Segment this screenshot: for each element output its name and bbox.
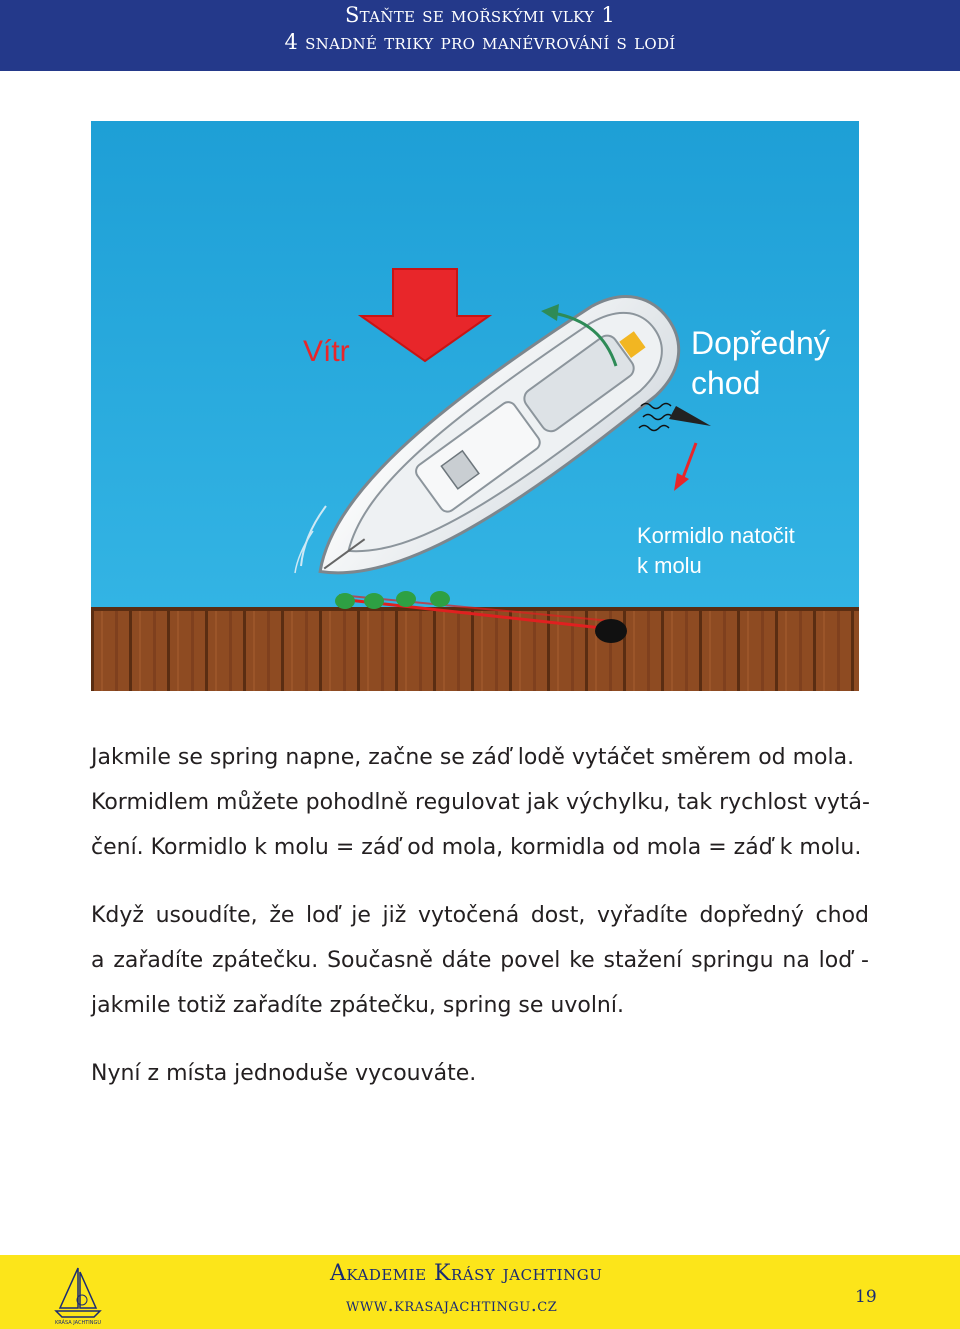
page-footer <box>0 1255 960 1329</box>
svg-text:KRÁSA JACHTINGU: KRÁSA JACHTINGU <box>54 1320 102 1326</box>
dock <box>91 609 859 691</box>
paragraph-2-line-2: a zařadíte zpátečku. Současně dáte povel ke stažení springu na loď - <box>91 948 869 973</box>
rudder-label-1: Kormidlo natočit <box>637 523 795 548</box>
header-title: Staňte se mořskými vlky 1 <box>345 3 615 27</box>
forward-label-2: chod <box>691 365 761 401</box>
paragraph-2-line-3: jakmile totiž zařadíte zpátečku, spring se uvolní. <box>91 993 624 1018</box>
docking-illustration <box>91 121 859 691</box>
rudder-label-2: k molu <box>637 553 702 578</box>
wind-label: Vítr <box>303 335 350 368</box>
paragraph-3 <box>91 1051 869 1096</box>
footer-title: Akademie Krásy jachtingu <box>330 1261 603 1286</box>
paragraph-1-line-1: Jakmile se spring napne, začne se záď lodě vytáčet směrem od mola. <box>91 745 855 770</box>
paragraph-1 <box>91 735 869 870</box>
paragraph-2 <box>91 893 869 1028</box>
paragraph-1-line-3: čení. Kormidlo k molu = záď od mola, kormidla od mola = záď k molu. <box>91 835 862 860</box>
paragraph-2-line-1: Když usoudíte, že loď je již vytočená dost, vyřadíte dopředný chod <box>91 903 869 928</box>
bollard <box>595 619 627 643</box>
paragraph-1-line-2: Kormidlem můžete pohodlně regulovat jak výchylku, tak rychlost vytá- <box>91 790 870 815</box>
footer-url[interactable]: www.krasajachtingu.cz <box>346 1294 558 1316</box>
sailboat-logo <box>52 1264 104 1326</box>
page-header <box>0 0 960 71</box>
forward-label-1: Dopředný <box>691 325 830 361</box>
page-number: 19 <box>855 1287 877 1307</box>
header-subtitle: 4 snadné triky pro manévrování s lodí <box>284 30 676 54</box>
paragraph-3-line-1: Nyní z místa jednoduše vycouváte. <box>91 1061 477 1086</box>
